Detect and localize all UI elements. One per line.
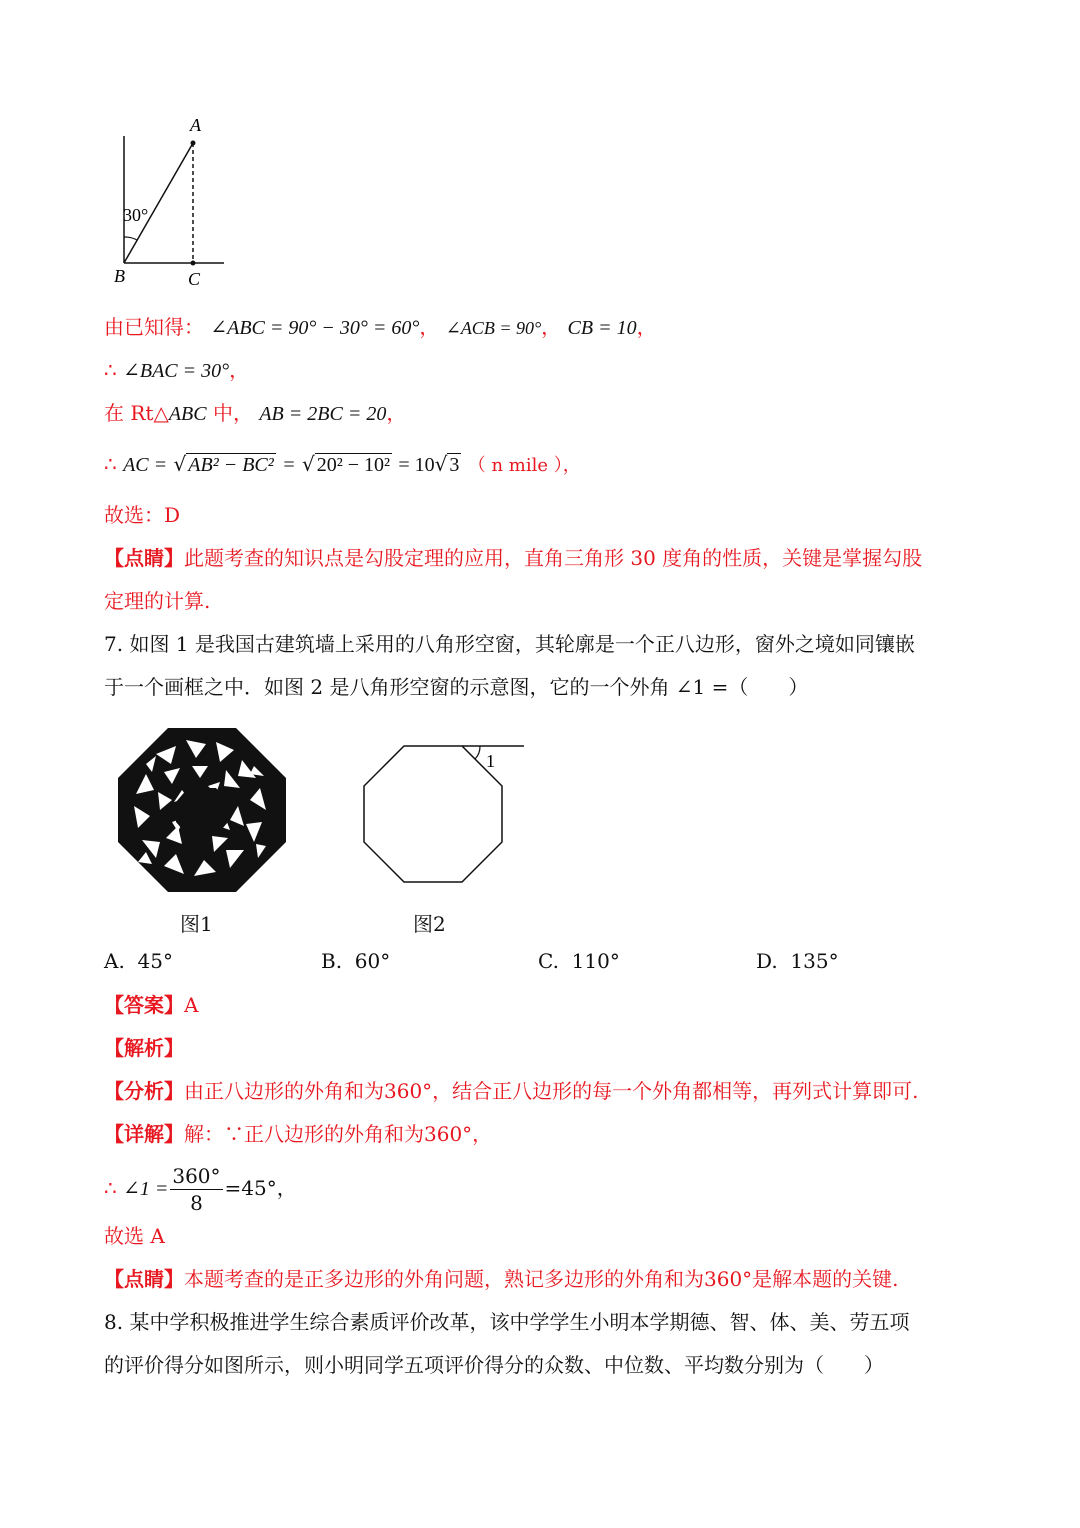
dianjing-tag: 【点睛】 [104,546,184,570]
answer-value: A [184,993,199,1017]
choice-d: 故选：D [104,503,181,527]
fenxi-line [104,1076,919,1106]
therefore-bac-line [104,355,249,386]
in-prefix: 在 Rt△ [104,401,169,425]
angle-calc-line [104,1158,297,1219]
fraction-numerator: 360° [172,1164,221,1188]
xiangjie-tag: 【详解】 [104,1122,184,1146]
analysis-tag: 【解析】 [104,1036,184,1060]
option-d [756,946,839,976]
option-letter: D. [756,949,778,973]
therefore-symbol: ∴ [104,452,117,476]
label-c: C [188,269,201,289]
ac-root2: 20² − 10² [316,454,390,476]
label-b: B [114,266,125,286]
option-letter: B. [321,949,343,973]
q8-line2: 的评价得分如图所示，则小明同学五项评价得分的众数、中位数、平均数分别为（ ） [104,1353,884,1377]
dianjing-line2: 定理的计算. [104,589,211,613]
xiangjie-text: 解：∵正八边形的外角和为360°， [184,1122,493,1146]
option-a [104,946,173,976]
answer-line [104,990,198,1020]
option-b [321,946,390,976]
option-value: 45° [137,949,173,973]
angle-1: ∠1 = [123,1178,169,1200]
in-mid: 中， [206,401,253,425]
q7-line2: 于一个画框之中．如图 2 是八角形空窗的示意图，它的一个外角 ∠1 =（ ） [104,675,809,699]
fenxi-text: 由正八边形的外角和为360°，结合正八边形的每一个外角都相等，再列式计算即可. [184,1079,919,1103]
q7-dianjing-line [104,1264,899,1294]
ab-equation: AB = 2BC = 20 [259,403,387,425]
angle-30-label: 30° [123,205,149,225]
option-value: 60° [354,949,391,973]
triangle-name: ABC [168,403,207,425]
fraction-denominator: 8 [190,1191,203,1215]
therefore-symbol: ∴ [104,1176,117,1200]
ac-root1: AB² − BC² [188,454,274,476]
option-value: 135° [790,949,839,973]
xiangjie-line [104,1119,492,1149]
option-letter: A. [104,949,125,973]
q7-line1: 7. 如图 1 是我国古建筑墙上采用的八角形空窗，其轮廓是一个正八边形，窗外之境如同镶嵌 [104,632,915,656]
ac-eq3: = 10 [398,454,435,476]
q8-line1: 8. 某中学积极推进学生综合素质评价改革，该中学学生小明本学期德、智、体、美、劳五项 [104,1310,910,1334]
ac-eq2: = [282,454,296,476]
angle-1-label: 1 [486,751,495,771]
option-c [538,946,620,976]
analysis-tag-line [104,1033,184,1063]
rt-triangle-line [104,398,406,429]
comma: ， [541,315,562,339]
answer-tag: 【答案】 [104,993,184,1017]
ac-root3: 3 [449,454,460,476]
dianjing-line1 [104,543,922,573]
label-a: A [190,115,201,135]
ac-lhs: AC = [123,454,168,476]
known-line [104,312,657,343]
figure-2-caption: 图2 [413,912,446,936]
dianjing-text: 本题考查的是正多边形的外角问题，熟记多边形的外角和为360°是解本题的关键. [184,1267,899,1291]
fenxi-tag: 【分析】 [104,1079,184,1103]
fraction [170,1163,222,1216]
choice-a: 故选 A [104,1224,165,1248]
therefore-symbol: ∴ [104,358,117,382]
unit-label: （ n mile ）， [467,455,581,476]
dianjing-tag: 【点睛】 [104,1267,184,1291]
octagon-window-figure [116,726,288,894]
comma: ， [229,358,250,382]
result: =45°， [224,1176,297,1200]
option-value: 110° [571,949,620,973]
comma: ， [636,315,657,339]
dianjing-text: 此题考查的知识点是勾股定理的应用，直角三角形 30 度角的性质，关键是掌握勾股 [184,546,923,570]
right-triangle-figure [108,110,238,295]
comma: ， [386,401,407,425]
octagon-diagram-figure [358,736,528,886]
known-abc: ∠ABC = 90° − 30° = 60° [210,317,420,339]
bac-equation: ∠BAC = 30° [123,360,230,382]
option-letter: C. [538,949,559,973]
known-cb: CB = 10 [567,317,637,339]
known-prefix: 由已知得： [104,315,204,339]
ac-calculation-line: ∴ AC = √ AB² − BC² = √ 20² − 10² = 10√ 3 （ n mile ）， [104,452,581,476]
figure-1-caption: 图1 [180,912,213,936]
comma: ， [419,315,440,339]
known-acb: ∠ACB = 90° [445,318,542,338]
